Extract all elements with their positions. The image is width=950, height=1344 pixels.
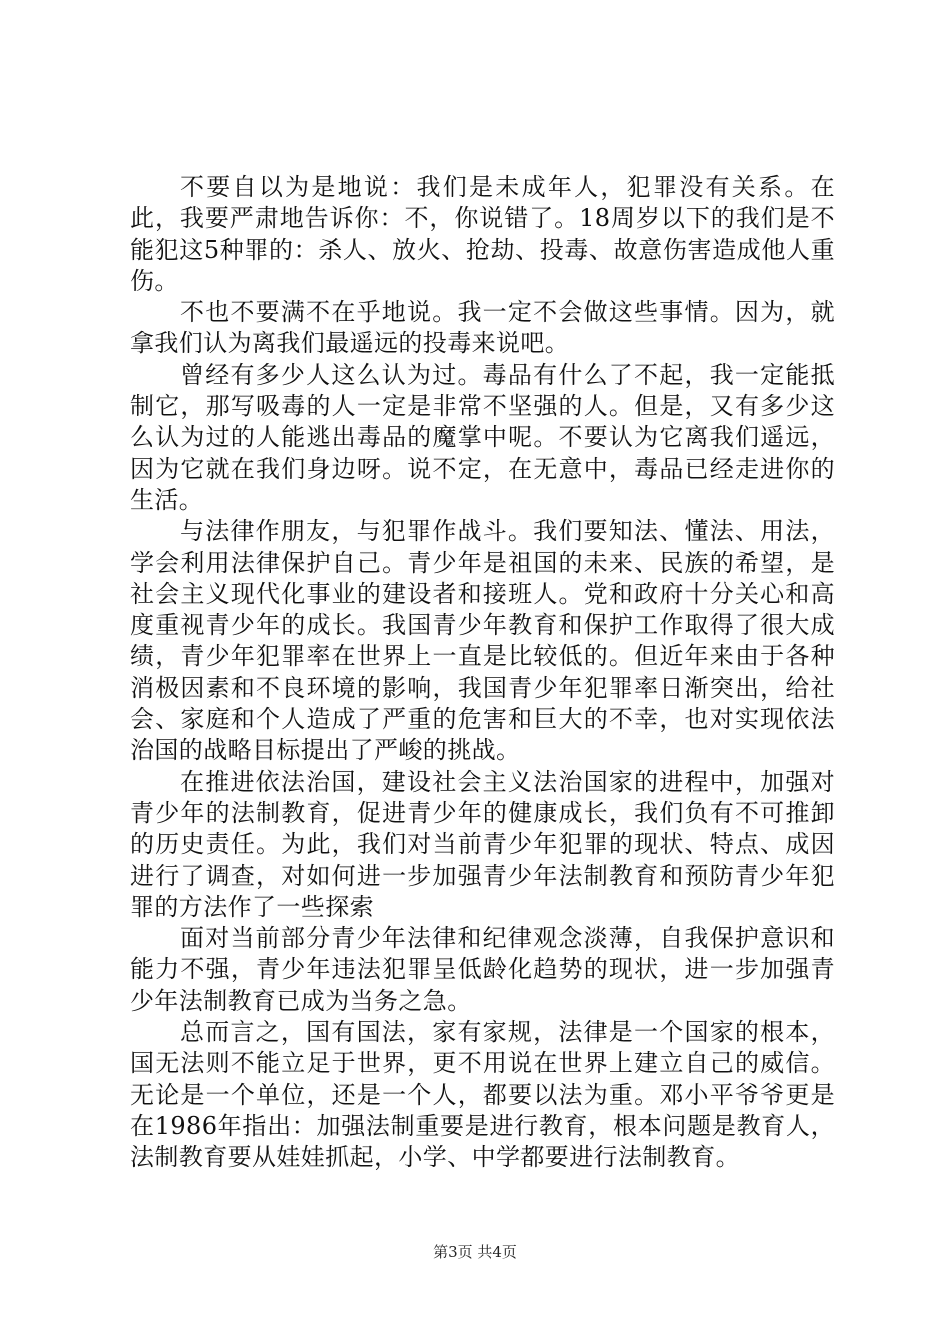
paragraph: 与法律作朋友，与犯罪作战斗。我们要知法、懂法、用法，学会利用法律保护自己。青少年是祖国的未来、民族的希望，是社会主义现代化事业的建设者和接班人。党和政府十分关心和高度重视青少年的成长。我国青少年教育和保护工作取得了很大成绩，青少年犯罪率在世界上一直是比较低的。但近年来由于各种消极因素和不良环境的影响，我国青少年犯罪率日渐突出，给社会、家庭和个人造成了严重的危害和巨大的不幸，也对实现依法治国的战略目标提出了严峻的挑战。	[130, 517, 835, 765]
paragraph: 不要自以为是地说：我们是未成年人，犯罪没有关系。在此，我要严肃地告诉你：不，你说错了。18周岁以下的我们是不能犯这5种罪的：杀人、放火、抢劫、投毒、故意伤害造成他人重伤。	[130, 173, 835, 295]
paragraph: 总而言之，国有国法，家有家规，法律是一个国家的根本，国无法则不能立足于世界，更不用说在世界上建立自己的威信。无论是一个单位，还是一个人，都要以法为重。邓小平爷爷更是在1986年指出：加强法制重要是进行教育，根本问题是教育人，法制教育要从娃娃抓起，小学、中学都要进行法制教育。	[130, 1018, 835, 1172]
page-number-footer	[0, 1242, 950, 1262]
paragraph: 不也不要满不在乎地说。我一定不会做这些事情。因为，就拿我们认为离我们最遥远的投毒来说吧。	[130, 298, 835, 358]
paragraph: 曾经有多少人这么认为过。毒品有什么了不起，我一定能抵制它，那写吸毒的人一定是非常不坚强的人。但是，又有多少这么认为过的人能逃出毒品的魔掌中呢。不要认为它离我们遥远，因为它就在我们身边呀。说不定，在无意中，毒品已经走进你的生活。	[130, 360, 835, 514]
paragraph: 在推进依法治国，建设社会主义法治国家的进程中，加强对青少年的法制教育，促进青少年的健康成长，我们负有不可推卸的历史责任。为此，我们对当前青少年犯罪的现状、特点、成因进行了调查，对如何进一步加强青少年法制教育和预防青少年犯罪的方法作了一些探索	[130, 767, 835, 921]
paragraph: 面对当前部分青少年法律和纪律观念淡薄，自我保护意识和能力不强，青少年违法犯罪呈低龄化趋势的现状，进一步加强青少年法制教育已成为当务之急。	[130, 924, 835, 1015]
document-body	[130, 172, 835, 1174]
page-number: 第3页 共4页	[433, 1243, 517, 1261]
